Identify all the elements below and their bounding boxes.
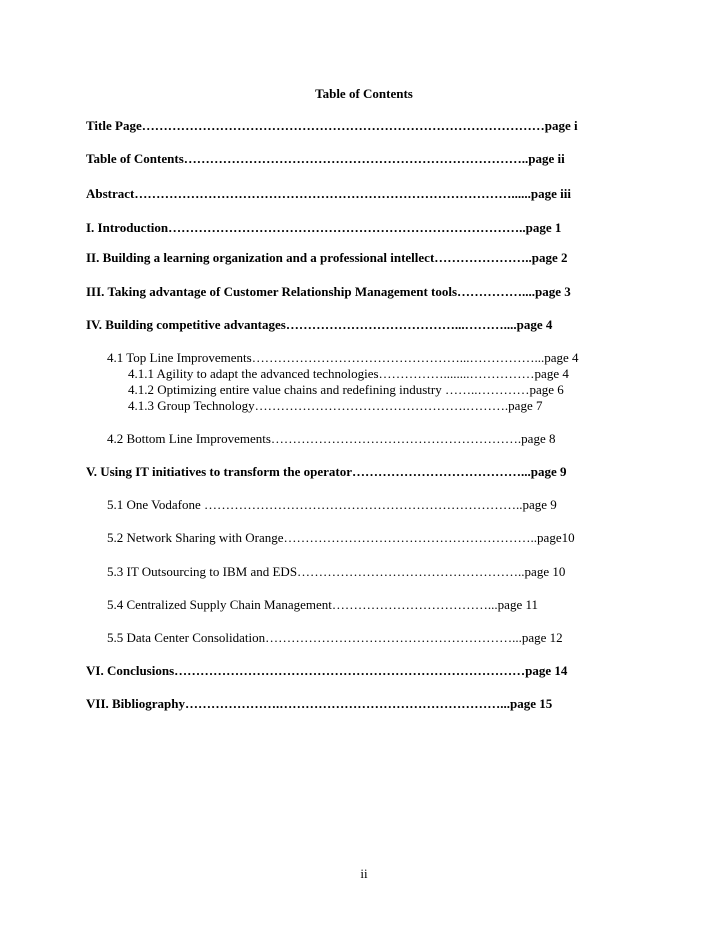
toc-entry-5-4: 5.4 Centralized Supply Chain Management………………………………...page 11 bbox=[107, 597, 538, 612]
toc-entry-conclusions: VI. Conclusions………………………………………………………………………page 14 bbox=[86, 663, 568, 678]
toc-entry-title-page: Title Page…………………………………………………………………………………page i bbox=[86, 118, 578, 133]
toc-entry-table-of-contents: Table of Contents……………………………………………………………………..page ii bbox=[86, 151, 565, 166]
toc-entry-4-1-3: 4.1.3 Group Technology………………………………………….……….page 7 bbox=[128, 398, 543, 413]
page-number: ii bbox=[360, 866, 368, 881]
toc-entry-4-1: 4.1 Top Line Improvements…………………………………………...……………...page 4 bbox=[107, 350, 579, 365]
toc-entry-5-3: 5.3 IT Outsourcing to IBM and EDS……………………………………………..page 10 bbox=[107, 564, 566, 579]
toc-entry-learning-organization: II. Building a learning organization and a professional intellect…………………..page 2 bbox=[86, 250, 568, 265]
toc-entry-4-1-1: 4.1.1 Agility to adapt the advanced technologies……………........……………page 4 bbox=[128, 366, 569, 381]
toc-title: Table of Contents bbox=[315, 86, 413, 101]
toc-entry-4-1-2: 4.1.2 Optimizing entire value chains and redefining industry ……..…………page 6 bbox=[128, 382, 564, 397]
toc-entry-crm-tools: III. Taking advantage of Customer Relationship Management tools……………....page 3 bbox=[86, 284, 571, 299]
toc-entry-5-5: 5.5 Data Center Consolidation…………………………………………………...page 12 bbox=[107, 630, 563, 645]
toc-entry-abstract: Abstract……………………………………………………………………………......page iii bbox=[86, 186, 571, 201]
toc-entry-5-1: 5.1 One Vodafone ………………………………………………………………..page 9 bbox=[107, 497, 557, 512]
toc-entry-5-2: 5.2 Network Sharing with Orange…………………………………………………..page10 bbox=[107, 530, 575, 545]
toc-entry-4-2: 4.2 Bottom Line Improvements………………………………………………….page 8 bbox=[107, 431, 556, 446]
toc-entry-competitive-advantages: IV. Building competitive advantages…………………………………...………....page 4 bbox=[86, 317, 553, 332]
toc-entry-it-initiatives: V. Using IT initiatives to transform the operator…………………………………...page 9 bbox=[86, 464, 567, 479]
toc-entry-introduction: I. Introduction………………………………………………………………………..page 1 bbox=[86, 220, 562, 235]
toc-entry-bibliography: VII. Bibliography………………….……………………………………………...page 15 bbox=[86, 696, 553, 711]
